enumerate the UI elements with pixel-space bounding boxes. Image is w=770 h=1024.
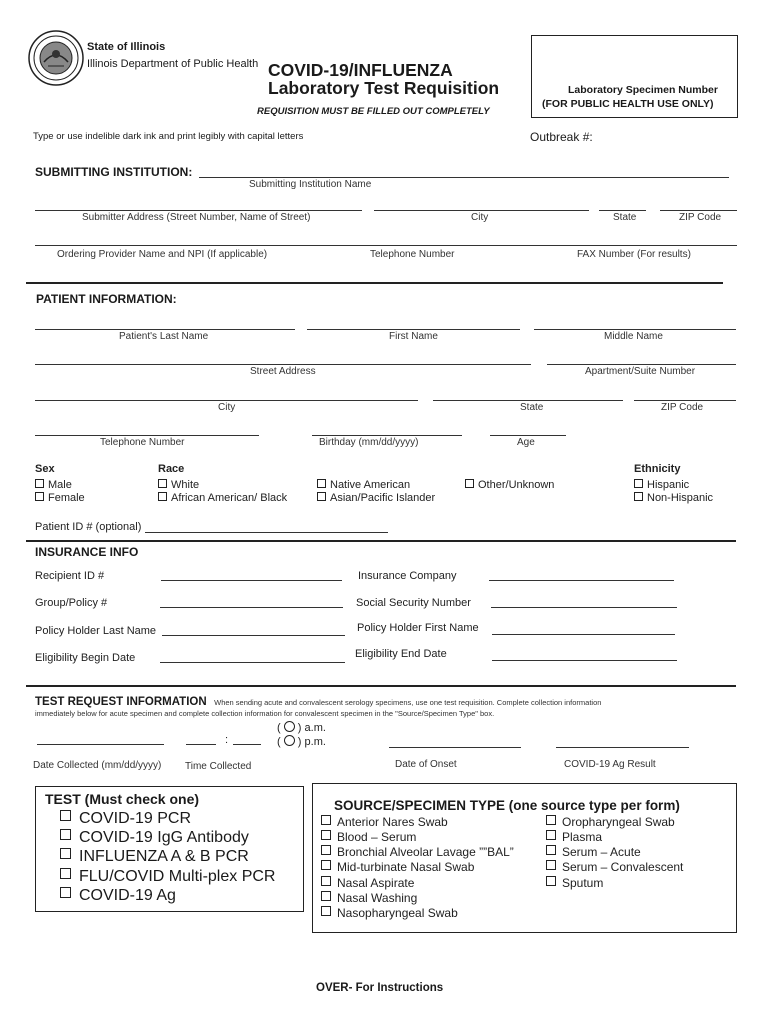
city-line[interactable] [374, 210, 589, 211]
checkbox-icon[interactable] [321, 891, 331, 901]
paren: ( [277, 722, 281, 734]
middle-name-line[interactable] [534, 329, 736, 330]
option-label: Sputum [562, 876, 604, 890]
ssn-label: Social Security Number [356, 597, 471, 609]
over-instructions: OVER- For Instructions [316, 982, 444, 994]
source-option[interactable] [546, 845, 641, 859]
option-label: Plasma [562, 830, 603, 844]
state-caption: State [613, 212, 637, 223]
checkbox-icon[interactable] [634, 479, 643, 488]
checkbox-icon[interactable] [35, 479, 44, 488]
option-label: Oropharyngeal Swab [562, 815, 675, 829]
last-name-caption: Patient's Last Name [119, 331, 209, 342]
outbreak-label: Outbreak #: [530, 130, 593, 144]
patient-phone-caption: Telephone Number [100, 437, 185, 448]
holder-last-line[interactable] [162, 635, 345, 636]
option-label: African American/ Black [171, 492, 288, 504]
provider-caption: Ordering Provider Name and NPI (If applicable) [57, 249, 268, 260]
holder-last-label: Policy Holder Last Name [35, 625, 157, 637]
source-option[interactable] [321, 860, 474, 874]
ethnicity-hispanic-option[interactable] [634, 479, 689, 491]
date-collected-caption: Date Collected (mm/dd/yyyy) [33, 760, 162, 771]
group-policy-label: Group/Policy # [35, 597, 108, 609]
source-option[interactable] [546, 815, 675, 829]
date-onset-line[interactable] [389, 747, 521, 748]
option-label: Native American [330, 479, 411, 491]
first-name-caption: First Name [389, 331, 438, 342]
first-name-line[interactable] [307, 329, 520, 330]
test-box-heading: TEST (Must check one) [45, 791, 200, 807]
checkbox-icon[interactable] [60, 868, 71, 879]
source-box-heading: SOURCE/SPECIMEN TYPE (one source type per form) [334, 798, 680, 813]
checkbox-icon[interactable] [60, 848, 71, 859]
patient-phone-line[interactable] [35, 435, 259, 436]
race-white-option[interactable] [158, 479, 199, 491]
insurance-company-line[interactable] [489, 580, 674, 581]
department-name: Illinois Department of Public Health [87, 58, 259, 70]
checkbox-icon[interactable] [60, 810, 71, 821]
completion-notice: REQUISITION MUST BE FILLED OUT COMPLETELY [257, 106, 490, 117]
fax-caption: FAX Number (For results) [577, 249, 691, 260]
recipient-id-label: Recipient ID # [35, 570, 105, 582]
ethnicity-label: Ethnicity [634, 463, 681, 475]
radio-icon[interactable] [284, 735, 295, 746]
submitter-phone-caption: Telephone Number [370, 249, 455, 260]
time-collected-caption: Time Collected [185, 761, 252, 772]
checkbox-icon[interactable] [321, 845, 331, 855]
date-collected-line[interactable] [37, 744, 164, 745]
checkbox-icon[interactable] [634, 492, 643, 501]
holder-first-line[interactable] [492, 634, 675, 635]
zip-line[interactable] [660, 210, 737, 211]
patient-state-line[interactable] [433, 400, 623, 401]
checkbox-icon[interactable] [158, 492, 167, 501]
last-name-line[interactable] [35, 329, 295, 330]
patient-city-line[interactable] [35, 400, 418, 401]
address-caption: Submitter Address (Street Number, Name of Street) [82, 212, 311, 223]
race-native-option[interactable] [317, 479, 410, 491]
test-option-multiplex[interactable] [60, 868, 275, 886]
test-option-igg[interactable] [60, 829, 249, 847]
option-label: FLU/COVID Multi-plex PCR [79, 868, 276, 885]
street-caption: Street Address [250, 366, 316, 377]
sex-male-option[interactable] [35, 479, 72, 491]
specimen-box-sublabel: (FOR PUBLIC HEALTH USE ONLY) [542, 98, 714, 110]
patient-zip-caption: ZIP Code [661, 402, 704, 413]
checkbox-icon[interactable] [546, 830, 556, 840]
option-label: Nasal Aspirate [337, 876, 415, 890]
eligibility-end-line[interactable] [492, 660, 677, 661]
option-label: Hispanic [647, 479, 690, 491]
option-label: INFLUENZA A & B PCR [79, 848, 249, 865]
ag-result-caption: COVID-19 Ag Result [564, 759, 656, 770]
address-line[interactable] [35, 210, 362, 211]
am-option[interactable] [277, 721, 326, 734]
source-option[interactable] [321, 876, 414, 890]
checkbox-icon[interactable] [321, 830, 331, 840]
institution-name-line[interactable] [199, 177, 729, 178]
option-label: Asian/Pacific Islander [330, 492, 436, 504]
test-request-note-2: immediately below for acute specimen and complete collection information for convalescent specimen in the "Source/Specimen Type" box. [35, 709, 495, 718]
option-label: Serum – Acute [562, 845, 641, 859]
checkbox-icon[interactable] [158, 479, 167, 488]
eligibility-end-label: Eligibility End Date [355, 648, 447, 660]
holder-first-label: Policy Holder First Name [357, 622, 479, 634]
patient-id-line[interactable] [145, 532, 388, 533]
eligibility-begin-label: Eligibility Begin Date [35, 652, 136, 664]
test-option-flu[interactable] [60, 848, 249, 866]
checkbox-icon[interactable] [317, 492, 326, 501]
ssn-line[interactable] [491, 607, 677, 608]
option-label: Bronchial Alveolar Lavage ””BAL” [337, 845, 514, 859]
zip-caption: ZIP Code [679, 212, 722, 223]
option-label: Male [48, 479, 72, 491]
race-black-option[interactable] [158, 492, 287, 504]
checkbox-icon[interactable] [35, 492, 44, 501]
street-line[interactable] [35, 364, 531, 365]
checkbox-icon[interactable] [546, 815, 556, 825]
test-option-pcr[interactable] [60, 810, 191, 828]
pm-option[interactable] [277, 735, 326, 748]
form-title-line2: Laboratory Test Requisition [268, 78, 500, 98]
ag-result-line[interactable] [556, 747, 689, 748]
option-label: Female [48, 492, 85, 504]
checkbox-icon[interactable] [546, 876, 556, 886]
provider-line[interactable] [35, 245, 737, 246]
radio-icon[interactable] [284, 721, 295, 732]
option-label: Non-Hispanic [647, 492, 714, 504]
patient-heading: PATIENT INFORMATION: [36, 292, 177, 306]
apartment-caption: Apartment/Suite Number [585, 366, 696, 377]
birthday-caption: Birthday (mm/dd/yyyy) [319, 437, 419, 448]
option-label: Other/Unknown [478, 479, 555, 491]
test-request-note: When sending acute and convalescent serology specimens, use one test requisition. Complete collection information [214, 698, 602, 707]
test-option-ag[interactable] [60, 887, 176, 905]
test-request-heading: TEST REQUEST INFORMATION [35, 696, 207, 708]
source-option[interactable] [546, 860, 683, 874]
source-option[interactable] [321, 815, 448, 829]
section-divider [26, 540, 736, 542]
ethnicity-nonhispanic-option[interactable] [634, 492, 713, 504]
checkbox-icon[interactable] [546, 860, 556, 870]
recipient-id-line[interactable] [161, 580, 342, 581]
checkbox-icon[interactable] [321, 876, 331, 886]
age-line[interactable] [490, 435, 566, 436]
option-label: COVID-19 Ag [79, 887, 176, 904]
group-policy-line[interactable] [160, 607, 343, 608]
source-option[interactable] [321, 906, 458, 920]
race-asian-option[interactable] [317, 492, 435, 504]
option-label: Nasal Washing [337, 891, 418, 905]
instructions-text: Type or use indelible dark ink and print legibly with capital letters [33, 131, 304, 142]
patient-id-label: Patient ID # (optional) [35, 521, 142, 533]
time-colon: : [225, 734, 229, 746]
state-seal-logo [28, 30, 84, 86]
state-line[interactable] [599, 210, 646, 211]
option-label: Blood – Serum [337, 830, 417, 844]
checkbox-icon[interactable] [60, 829, 71, 840]
test-request-heading-row [35, 692, 601, 710]
checkbox-icon[interactable] [60, 887, 71, 898]
option-label: COVID-19 IgG Antibody [79, 829, 249, 846]
patient-zip-line[interactable] [634, 400, 736, 401]
middle-name-caption: Middle Name [604, 331, 663, 342]
option-label: White [171, 479, 200, 491]
time-hour-line[interactable] [186, 744, 216, 745]
source-option[interactable] [546, 876, 603, 890]
option-label: Serum – Convalescent [562, 860, 684, 874]
option-label: Anterior Nares Swab [337, 815, 448, 829]
pm-label: ) p.m. [297, 736, 326, 748]
am-label: ) a.m. [297, 722, 326, 734]
specimen-box-label: Laboratory Specimen Number [568, 84, 718, 96]
sex-female-option[interactable] [35, 492, 85, 504]
checkbox-icon[interactable] [321, 860, 331, 870]
checkbox-icon[interactable] [546, 845, 556, 855]
patient-state-caption: State [520, 402, 544, 413]
city-caption: City [471, 212, 489, 223]
source-option[interactable] [321, 845, 514, 859]
date-onset-caption: Date of Onset [395, 759, 457, 770]
submitting-heading: SUBMITTING INSTITUTION: [35, 165, 193, 179]
source-option[interactable] [321, 891, 417, 905]
option-label: COVID-19 PCR [79, 810, 192, 827]
option-label: Mid-turbinate Nasal Swab [337, 860, 475, 874]
race-other-option[interactable] [465, 479, 554, 491]
source-option[interactable] [546, 830, 602, 844]
form-title-line1: COVID-19/INFLUENZA [268, 60, 453, 80]
institution-name-caption: Submitting Institution Name [249, 179, 372, 190]
eligibility-begin-line[interactable] [160, 662, 345, 663]
age-caption: Age [517, 437, 535, 448]
checkbox-icon[interactable] [465, 479, 474, 488]
paren: ( [277, 736, 281, 748]
state-name: State of Illinois [87, 41, 166, 53]
checkbox-icon[interactable] [321, 815, 331, 825]
insurance-company-label: Insurance Company [358, 570, 457, 582]
section-divider [26, 685, 736, 687]
patient-city-caption: City [218, 402, 236, 413]
race-label: Race [158, 463, 185, 475]
source-option[interactable] [321, 830, 416, 844]
birthday-line[interactable] [312, 435, 462, 436]
insurance-heading: INSURANCE INFO [35, 545, 139, 559]
time-minute-line[interactable] [233, 744, 261, 745]
sex-label: Sex [35, 463, 55, 475]
option-label: Nasopharyngeal Swab [337, 906, 458, 920]
section-divider [26, 282, 723, 284]
apartment-line[interactable] [547, 364, 736, 365]
checkbox-icon[interactable] [321, 906, 331, 916]
checkbox-icon[interactable] [317, 479, 326, 488]
